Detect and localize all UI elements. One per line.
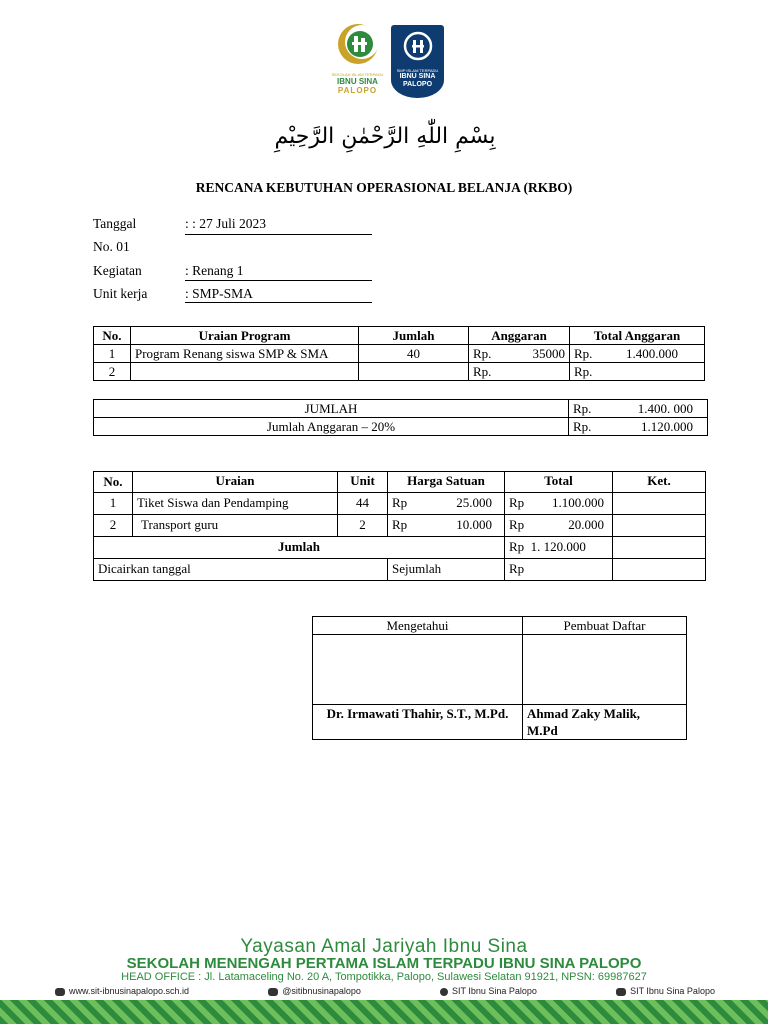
tanggal-value: : : 27 Juli 2023 xyxy=(185,216,267,231)
footer-contacts xyxy=(55,986,715,996)
col-jumlah: Jumlah xyxy=(359,327,469,345)
row-anggaran xyxy=(469,345,570,363)
basmala-calligraphy: بِسْمِ اللّٰهِ الرَّحْمٰنِ الرَّحِيْمِ xyxy=(274,124,496,149)
row-ket xyxy=(613,515,706,537)
row-anggaran xyxy=(469,363,570,381)
row-total xyxy=(505,493,613,515)
anggaran20-amount xyxy=(569,418,708,436)
footer-school-name: SEKOLAH MENENGAH PERTAMA ISLAM TERPADU IBNU SINA PALOPO xyxy=(126,955,642,972)
tanggal-underline xyxy=(185,234,372,235)
jumlah-row xyxy=(94,537,706,559)
row-harga xyxy=(388,493,505,515)
row-total xyxy=(505,515,613,537)
signature-table xyxy=(312,616,687,740)
rp-label: Rp xyxy=(509,495,525,510)
harga-value: 25.000 xyxy=(456,495,492,510)
footer-instagram: @sitibnusinapalopo xyxy=(268,986,361,996)
expense-table xyxy=(93,471,706,581)
footer-website: www.sit-ibnusinapalopo.sch.id xyxy=(55,986,189,996)
logo-left-line3: PALOPO xyxy=(337,86,378,95)
jumlah-value: 1.400. 000 xyxy=(637,401,693,416)
unit-row xyxy=(93,286,253,302)
row-no: 2 xyxy=(94,363,131,381)
logo-right-line2: IBNU SINA xyxy=(399,73,436,80)
kegiatan-underline xyxy=(185,280,372,281)
rp-label: Rp xyxy=(392,517,408,532)
col-ket: Ket. xyxy=(613,472,706,493)
tanggal-label: Tanggal xyxy=(93,216,137,231)
jumlah-ket xyxy=(613,537,706,559)
table-header-row xyxy=(94,327,705,345)
total-value: 1.100.000 xyxy=(552,495,604,510)
school-logo-left xyxy=(330,22,385,98)
signature-name-row xyxy=(313,705,687,740)
pembuat-daftar-header: Pembuat Daftar xyxy=(523,617,687,635)
rp-label: Rp. xyxy=(473,364,492,379)
footer-address: HEAD OFFICE : Jl. Latamaceling No. 20 A, Tompotikka, Palopo, Sulawesi Selatan 91921, NPSN: 69987627 xyxy=(121,971,647,983)
sejumlah-rp: Rp xyxy=(505,559,613,581)
col-harga-satuan: Harga Satuan xyxy=(388,472,505,493)
shield-emblem-icon xyxy=(403,31,433,61)
crescent-building-icon xyxy=(336,22,380,66)
globe-icon xyxy=(55,988,65,996)
mengetahui-name: Dr. Irmawati Thahir, S.T., M.Pd. xyxy=(313,705,523,740)
rp-label: Rp. xyxy=(473,346,492,361)
col-uraian-program: Uraian Program xyxy=(131,327,359,345)
rp-label: Rp xyxy=(392,495,408,510)
table-row xyxy=(94,493,706,515)
program-table xyxy=(93,326,705,381)
row-harga xyxy=(388,515,505,537)
sejumlah-label: Sejumlah xyxy=(388,559,505,581)
dicairkan-row xyxy=(94,559,706,581)
col-anggaran: Anggaran xyxy=(469,327,570,345)
rp-label: Rp. xyxy=(574,346,593,361)
rp-label: Rp. xyxy=(573,419,592,434)
document-title: RENCANA KEBUTUHAN OPERASIONAL BELANJA (RKBO) xyxy=(195,180,573,195)
harga-value: 10.000 xyxy=(456,517,492,532)
logo-left-line1: SEKOLAH ISLAM TERPADU xyxy=(331,72,384,77)
col-no: No. xyxy=(94,327,131,345)
footer-pattern-band xyxy=(0,1000,768,1024)
mengetahui-signature-space xyxy=(313,635,523,705)
pembuat-signature-space xyxy=(523,635,687,705)
kegiatan-value: : Renang 1 xyxy=(185,263,244,278)
col-uraian: Uraian xyxy=(133,472,338,493)
total-value: 20.000 xyxy=(568,517,604,532)
rp-label: Rp. xyxy=(573,401,592,416)
youtube-icon xyxy=(616,988,626,996)
anggaran20-label: Jumlah Anggaran – 20% xyxy=(94,418,569,436)
tanggal-row xyxy=(93,216,266,232)
row-uraian xyxy=(131,363,359,381)
col-total-anggaran: Total Anggaran xyxy=(570,327,705,345)
row-ket xyxy=(613,493,706,515)
facebook-icon xyxy=(440,988,448,996)
col-total: Total xyxy=(505,472,613,493)
table-row xyxy=(94,515,706,537)
table-header-row xyxy=(94,472,706,493)
unit-value: : SMP-SMA xyxy=(185,286,253,301)
row-total xyxy=(570,363,705,381)
col-unit: Unit xyxy=(338,472,388,493)
logo-right-line1: SMP ISLAM TERPADU xyxy=(396,68,439,73)
jumlah-amount xyxy=(505,537,613,559)
kegiatan-label: Kegiatan xyxy=(93,263,142,278)
anggaran20-row xyxy=(94,418,708,436)
anggaran-value: 35000 xyxy=(532,346,565,361)
rp-label: Rp xyxy=(509,517,525,532)
row-unit: 44 xyxy=(338,493,388,515)
footer-facebook: SIT Ibnu Sina Palopo xyxy=(440,986,537,996)
unit-underline xyxy=(185,302,372,303)
instagram-icon xyxy=(268,988,278,996)
jumlah-label: JUMLAH xyxy=(94,400,569,418)
col-no: No. xyxy=(94,472,133,493)
mengetahui-header: Mengetahui xyxy=(313,617,523,635)
row-jumlah xyxy=(359,363,469,381)
jumlah-row xyxy=(94,400,708,418)
school-logo-right xyxy=(391,25,444,98)
jumlah-label: Jumlah xyxy=(94,537,505,559)
table-row xyxy=(94,345,705,363)
row-no: 1 xyxy=(94,493,133,515)
row-total xyxy=(570,345,705,363)
logo-left-line2: IBNU SINA xyxy=(337,77,378,86)
row-uraian: Program Renang siswa SMP & SMA xyxy=(131,345,359,363)
footer-foundation-name: Yayasan Amal Jariyah Ibnu Sina xyxy=(240,936,528,957)
document-number: No. 01 xyxy=(93,239,130,254)
row-jumlah: 40 xyxy=(359,345,469,363)
logo-right-line3: PALOPO xyxy=(402,81,433,88)
table-row xyxy=(94,363,705,381)
rp-label: Rp. xyxy=(574,364,593,379)
dicairkan-label: Dicairkan tanggal xyxy=(94,559,388,581)
kegiatan-row xyxy=(93,263,244,279)
pembuat-name: Ahmad Zaky Malik, M.Pd xyxy=(523,705,687,740)
row-unit: 2 xyxy=(338,515,388,537)
jumlah-value: 1. 120.000 xyxy=(530,539,586,554)
rp-label: Rp xyxy=(509,539,525,554)
total-value: 1.400.000 xyxy=(626,346,678,361)
row-uraian: Transport guru xyxy=(133,515,338,537)
signature-header-row xyxy=(313,617,687,635)
row-no: 2 xyxy=(94,515,133,537)
anggaran20-value: 1.120.000 xyxy=(641,419,693,434)
unit-label: Unit kerja xyxy=(93,286,148,301)
program-summary-table xyxy=(93,399,708,436)
jumlah-amount xyxy=(569,400,708,418)
row-uraian: Tiket Siswa dan Pendamping xyxy=(133,493,338,515)
footer-youtube: SIT Ibnu Sina Palopo xyxy=(616,986,715,996)
dicairkan-ket xyxy=(613,559,706,581)
row-no: 1 xyxy=(94,345,131,363)
signature-space-row xyxy=(313,635,687,705)
